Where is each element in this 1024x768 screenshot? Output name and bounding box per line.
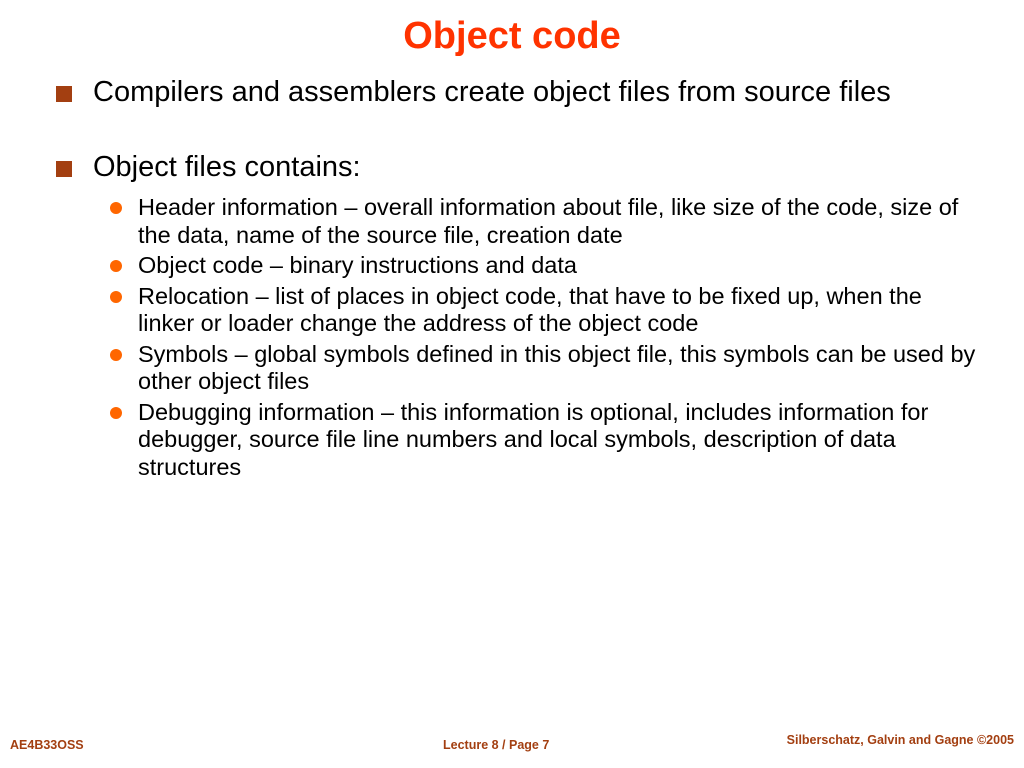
bullet-text: Object files contains: [93,151,361,183]
sub-bullet-item [93,283,976,338]
square-bullet-icon [56,86,72,102]
sub-bullet-list [93,194,976,481]
round-bullet-icon [110,260,122,272]
footer-course-code: AE4B33OSS [10,738,84,752]
sub-bullet-item [93,194,976,249]
round-bullet-icon [110,202,122,214]
sub-bullet-item [93,252,976,280]
slide-content [56,76,976,484]
slide-footer [0,728,1024,768]
sub-bullet-text: Symbols – global symbols defined in this object file, this symbols can be used by other object files [138,340,976,394]
sub-bullet-text: Object code – binary instructions and data [138,252,577,278]
slide-title: Object code [403,15,621,57]
square-bullet-icon [56,161,72,177]
footer-copyright: Silberschatz, Galvin and Gagne ©2005 [786,733,1014,747]
round-bullet-icon [110,291,122,303]
sub-bullet-item [93,341,976,396]
footer-page-number: Lecture 8 / Page 7 [443,738,550,752]
sub-bullet-text: Relocation – list of places in object code, that have to be fixed up, when the linker or loader change the address of the object code [138,282,922,336]
bullet-text: Compilers and assemblers create object files from source files [93,76,891,108]
bullet-item [56,151,976,184]
round-bullet-icon [110,349,122,361]
sub-bullet-text: Debugging information – this information is optional, includes information for debugger, source file line numbers and local symbols, description of data structures [138,398,929,480]
bullet-item [56,76,976,109]
round-bullet-icon [110,407,122,419]
sub-bullet-item [93,399,976,482]
sub-bullet-text: Header information – overall information about file, like size of the code, size of the data, name of the source file, creation date [138,194,959,248]
